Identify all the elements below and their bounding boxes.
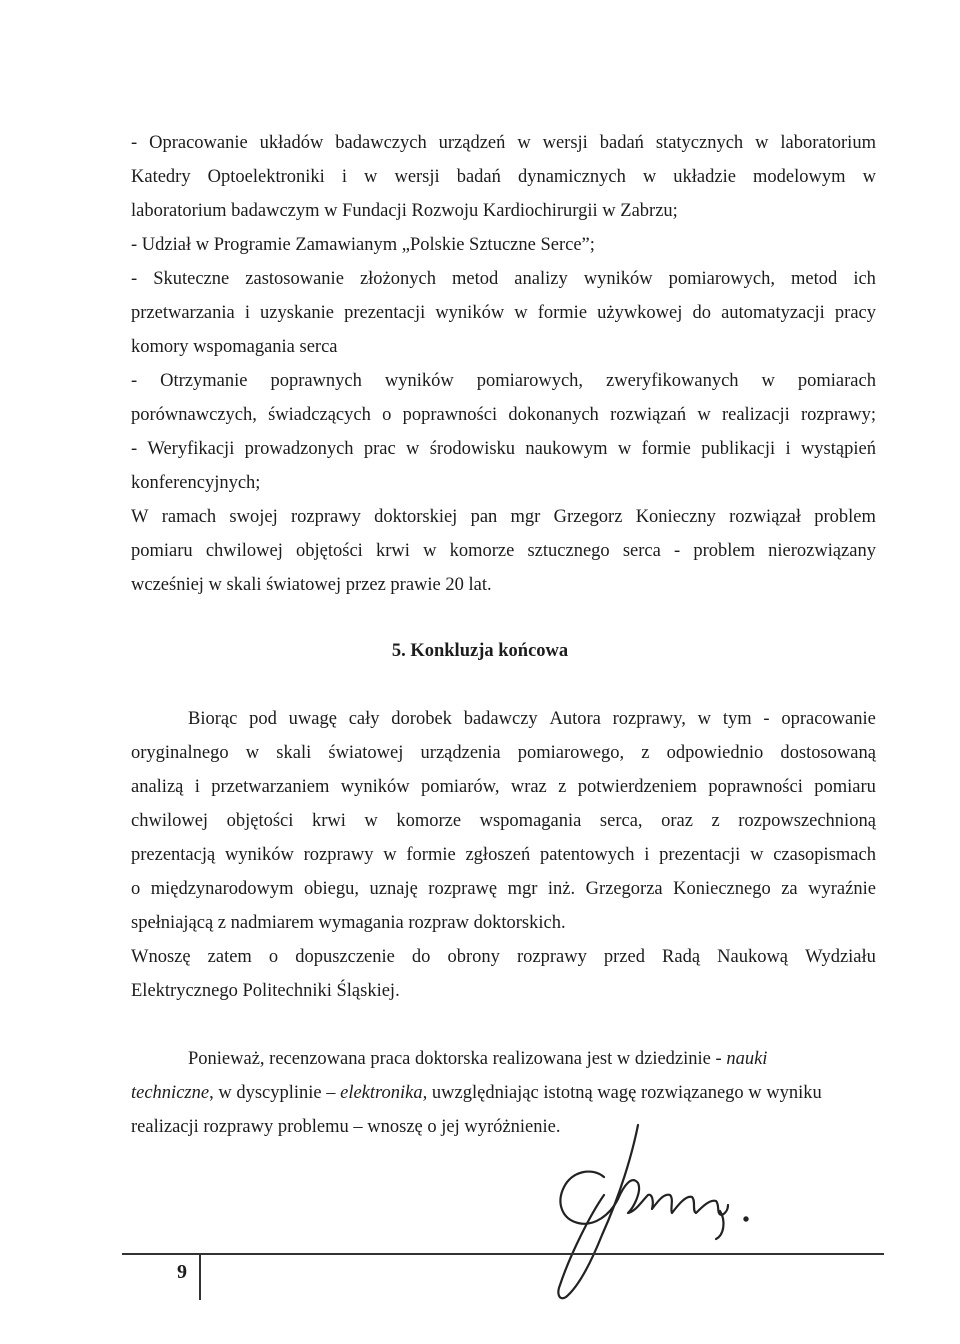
word: z — [711, 811, 720, 831]
word: czasopismach — [773, 845, 876, 865]
word: badawczych — [335, 133, 427, 153]
text-line — [131, 872, 876, 906]
word: krwi — [375, 541, 410, 561]
word: poprawności — [708, 777, 803, 797]
word: mgr — [510, 507, 541, 527]
word: pod — [249, 709, 277, 729]
word: metod — [452, 269, 499, 289]
text-line — [131, 126, 876, 160]
word: oraz — [661, 811, 693, 831]
word: mgr — [507, 879, 538, 899]
word: w — [364, 811, 378, 831]
word: patentowych — [539, 845, 635, 865]
word: w — [750, 845, 764, 865]
text-line: konferencyjnych; — [131, 473, 261, 493]
page-number: 9 — [177, 1261, 187, 1283]
word: oryginalnego — [131, 743, 229, 763]
word: formie — [641, 439, 691, 459]
word: w — [642, 167, 657, 187]
word: pomiarów, — [421, 777, 500, 797]
text-line — [131, 804, 876, 838]
word: Optoelektroniki — [207, 167, 325, 187]
word: w — [697, 405, 711, 425]
word: porównawczych, — [131, 405, 257, 425]
text-line: laboratorium badawczym w Fundacji Rozwoju Kardiochirurgii w Zabrzu; — [131, 201, 678, 221]
word: - — [131, 439, 138, 459]
word: dokonanych — [508, 405, 599, 425]
word: pomiaru — [131, 541, 193, 561]
word: prezentacji — [344, 303, 426, 323]
word: wersji — [542, 133, 588, 153]
word: problem — [814, 507, 876, 527]
word: rozprawy, — [612, 709, 686, 729]
word: - — [131, 269, 138, 289]
text-line — [131, 1042, 876, 1076]
word: modelowym — [753, 167, 846, 187]
word: i — [341, 167, 347, 187]
word: objętości — [226, 811, 294, 831]
word: środowisku — [429, 439, 516, 459]
word: zastosowanie — [245, 269, 344, 289]
word: skali — [276, 743, 312, 763]
word: nierozwiązany — [768, 541, 876, 561]
word: badań — [599, 133, 644, 153]
word: w — [423, 541, 437, 561]
word: z — [641, 743, 650, 763]
text-line — [131, 770, 876, 804]
word: cały — [348, 709, 380, 729]
word: objętości — [296, 541, 363, 561]
word: rozwiązań — [610, 405, 687, 425]
word: zgłoszeń — [465, 845, 531, 865]
word: Opracowanie — [149, 133, 248, 153]
word: w — [517, 133, 531, 153]
word: prezentacją — [131, 845, 216, 865]
word: dorobek — [391, 709, 452, 729]
word: Weryfikacji — [147, 439, 235, 459]
word: wyraźnie — [808, 879, 876, 899]
word: sztucznego — [527, 541, 610, 561]
word: Koniecznego — [673, 879, 771, 899]
word: wystąpień — [800, 439, 876, 459]
word: Wydziału — [805, 947, 876, 967]
word: międzynarodowym — [150, 879, 294, 899]
text-line — [131, 296, 876, 330]
text-line — [131, 1076, 876, 1110]
word: uwagę — [288, 709, 337, 729]
word: układów — [259, 133, 324, 153]
text-line — [131, 940, 876, 974]
word: pracy — [834, 303, 876, 323]
word: Radą — [662, 947, 701, 967]
word: urządzeń — [438, 133, 506, 153]
word: w — [364, 167, 378, 187]
word: W — [131, 507, 149, 527]
text-line: spełniającą z nadmiarem wymagania rozpraw doktorskich. — [131, 913, 566, 933]
text-line: Elektrycznego Politechniki Śląskiej. — [131, 981, 400, 1001]
word: potwierdzeniem — [577, 777, 697, 797]
word: - — [131, 133, 138, 153]
word: światowej — [328, 743, 404, 763]
text-line — [131, 500, 876, 534]
word: prowadzonych — [244, 439, 354, 459]
word: i — [644, 845, 650, 865]
word: przed — [603, 947, 645, 967]
word: Grzegorz — [553, 507, 623, 527]
word: Skuteczne — [153, 269, 230, 289]
word: uznaję — [369, 879, 418, 899]
word: poprawności — [402, 405, 498, 425]
footer-rule — [122, 1253, 884, 1255]
word: formie — [537, 303, 588, 323]
text-line — [131, 160, 876, 194]
word: Autora — [549, 709, 601, 729]
section-heading: 5. Konkluzja końcowa — [391, 641, 569, 661]
word: przetwarzaniem — [211, 777, 330, 797]
text-line: wcześniej w skali światowej przez prawie 20 lat. — [131, 575, 492, 595]
text-span: Ponieważ, recenzowana praca doktorska realizowana jest w dziedzinie - nauki — [188, 1049, 768, 1069]
word: za — [781, 879, 798, 899]
word: serca, — [599, 811, 643, 831]
word: automatyzacji — [721, 303, 825, 323]
word: wspomagania — [479, 811, 582, 831]
word: do — [411, 947, 431, 967]
word: w — [755, 133, 769, 153]
word: do — [692, 303, 711, 323]
word: prac — [363, 439, 396, 459]
word: opracowanie — [781, 709, 876, 729]
word: problem — [693, 541, 755, 561]
word: analizy — [514, 269, 568, 289]
word: serca — [622, 541, 661, 561]
word: i — [785, 439, 791, 459]
word: zatem — [207, 947, 252, 967]
word: używkowej — [597, 303, 683, 323]
word: komorze — [396, 811, 462, 831]
paragraph-conclusion — [131, 702, 876, 1008]
word: komorze — [449, 541, 515, 561]
word: urządzenia — [420, 743, 501, 763]
word: z — [558, 777, 567, 797]
word: analizą — [131, 777, 184, 797]
text-line — [131, 838, 876, 872]
word: w — [617, 439, 632, 459]
word: uzyskanie — [260, 303, 335, 323]
word: w — [514, 303, 528, 323]
word: w — [697, 709, 712, 729]
word: w — [761, 371, 775, 391]
word: w — [862, 167, 876, 187]
word: chwilowej — [205, 541, 283, 561]
word: i — [194, 777, 200, 797]
word: statycznych — [655, 133, 744, 153]
word: rozprawy — [290, 507, 361, 527]
text-line — [131, 398, 876, 432]
word: wyników — [384, 371, 454, 391]
word: realizacji — [721, 405, 790, 425]
text-line — [131, 534, 876, 568]
word: badawczy — [463, 709, 538, 729]
word: ramach — [161, 507, 217, 527]
word: w — [245, 743, 260, 763]
word: wyników — [583, 269, 653, 289]
word: rozprawę — [428, 879, 498, 899]
word: formie — [406, 845, 456, 865]
word: metod — [791, 269, 838, 289]
word: w — [383, 845, 397, 865]
word: złożonych — [359, 269, 436, 289]
word: świadczących — [268, 405, 371, 425]
word: o — [131, 879, 141, 899]
word: przetwarzania — [131, 303, 235, 323]
word: układzie — [673, 167, 736, 187]
word: rozprawy — [516, 947, 587, 967]
word: pomiarowych, — [476, 371, 584, 391]
word: ich — [853, 269, 876, 289]
text-line — [131, 262, 876, 296]
word: krwi — [311, 811, 346, 831]
word: rozprawy; — [800, 405, 876, 425]
footer-divider — [199, 1254, 201, 1300]
word: zweryfikowanych — [606, 371, 739, 391]
text-span: techniczne, w dyscyplinie – elektronika, uwzględniając istotną wagę rozwiązanego w wyniku — [131, 1083, 822, 1103]
word: wraz — [510, 777, 547, 797]
text-line: komory wspomagania serca — [131, 337, 338, 357]
word: Konieczny — [635, 507, 716, 527]
word: rozpowszechnioną — [738, 811, 876, 831]
text-line — [131, 736, 876, 770]
word: obiegu, — [304, 879, 360, 899]
word: pomiaru — [814, 777, 876, 797]
word: obrony — [447, 947, 500, 967]
text-line: realizacji rozprawy problemu – wnoszę o jej wyróżnienie. — [131, 1117, 561, 1137]
text-line — [131, 702, 876, 736]
word: Grzegorza — [585, 879, 663, 899]
word: Otrzymanie — [160, 371, 248, 391]
word: pomiarach — [797, 371, 876, 391]
word: chwilowej — [131, 811, 209, 831]
text-line: - Udział w Programie Zamawianym „Polskie Sztuczne Serce”; — [131, 235, 595, 255]
word: prezentacji — [659, 845, 741, 865]
word: pomiarowych, — [668, 269, 775, 289]
word: tym — [722, 709, 752, 729]
word: - — [131, 371, 138, 391]
word: Naukową — [717, 947, 789, 967]
text-line — [131, 432, 876, 466]
word: dopuszczenie — [295, 947, 395, 967]
word: o — [382, 405, 392, 425]
word: dynamicznych — [517, 167, 626, 187]
paragraph-achievements — [131, 126, 876, 602]
word: i — [244, 303, 250, 323]
word: publikacji — [701, 439, 776, 459]
word: rozwiązał — [729, 507, 801, 527]
word: Katedry — [131, 167, 191, 187]
word: wyników — [435, 303, 505, 323]
word: odpowiednio — [666, 743, 764, 763]
word: Wnoszę — [131, 947, 191, 967]
word: wyników — [340, 777, 410, 797]
word: o — [268, 947, 279, 967]
word: Biorąc — [188, 709, 238, 729]
word: wyników — [224, 845, 294, 865]
word: poprawnych — [270, 371, 362, 391]
word: swojej — [229, 507, 278, 527]
word: doktorskiej — [374, 507, 458, 527]
word: naukowym — [525, 439, 608, 459]
word: w — [406, 439, 420, 459]
word: - — [763, 709, 770, 729]
signature-image — [520, 1115, 780, 1305]
word: wersji — [394, 167, 440, 187]
word: laboratorium — [780, 133, 876, 153]
word: - — [673, 541, 681, 561]
word: pan — [470, 507, 498, 527]
word: rozprawy — [303, 845, 374, 865]
text-line — [131, 364, 876, 398]
word: badań — [456, 167, 501, 187]
word: dostosowaną — [780, 743, 876, 763]
word: inż. — [547, 879, 576, 899]
word: pomiarowego, — [517, 743, 625, 763]
